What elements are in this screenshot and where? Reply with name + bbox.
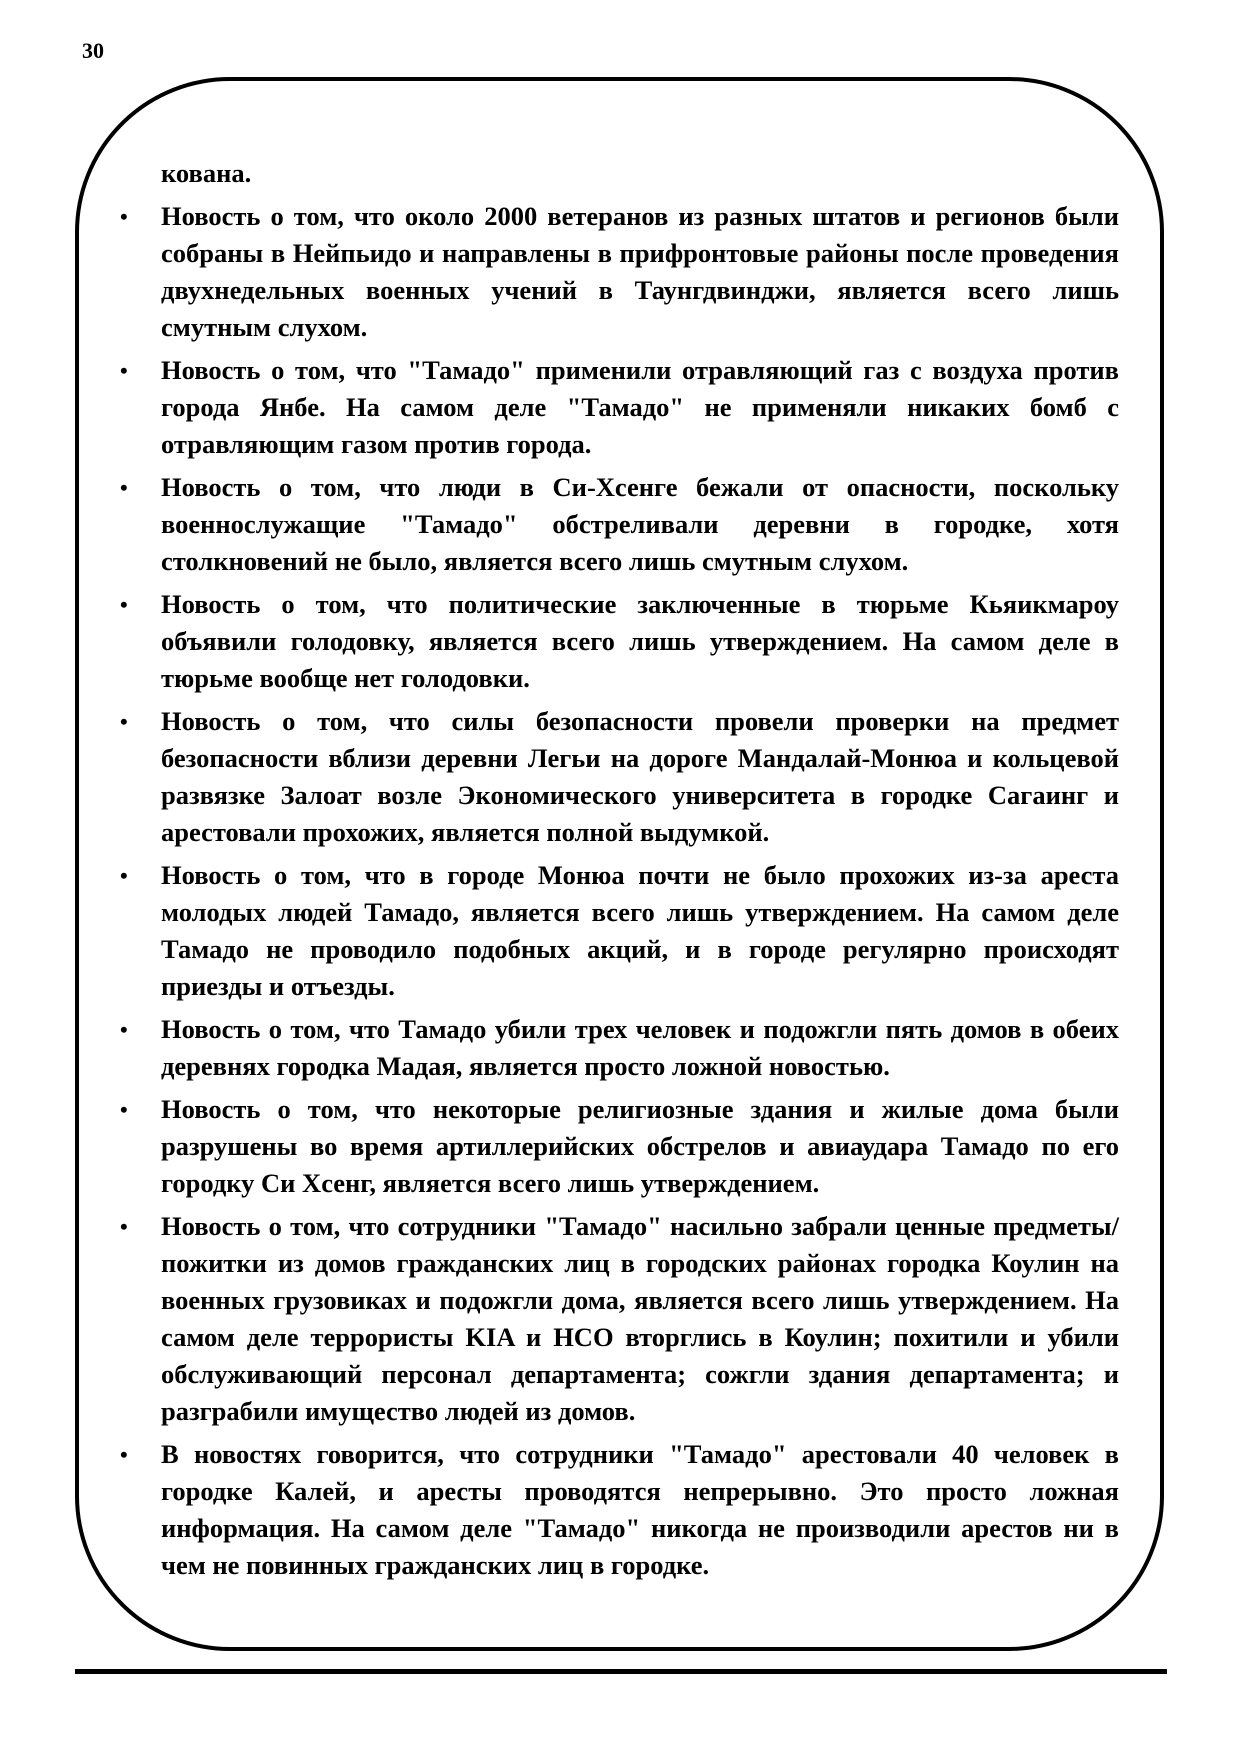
- list-item: [120, 857, 1119, 1005]
- list-item: [120, 469, 1119, 580]
- page-number: 30: [82, 38, 104, 63]
- list-item-text: В новостях говорится, что сотрудники "Тамадо" арестовали 40 человек в городке Калей, и аресты проводятся непрерывно. Это просто ложная информация. На самом деле "Тамадо" никогда не производили арестов ни в чем не повинных гражданских лиц в городке.: [161, 1439, 1119, 1580]
- list-item: [120, 1011, 1119, 1085]
- list-item-text: Новость о том, что сотрудники "Тамадо" насильно забрали ценные предметы/пожитки из домов гражданских лиц в городских районах городка Коулин на военных грузовиках и подожгли дома, является всего лишь утверждением. На самом деле террористы KIA и НСО вторглись в Коулин; похитили и убили обслуживающий персонал департамента; сожгли здания департамента; и разграбили имущество людей из домов.: [161, 1211, 1119, 1426]
- bullet-icon: •: [120, 475, 128, 500]
- bullet-icon: •: [120, 1214, 128, 1239]
- bottom-rule: [75, 1669, 1167, 1674]
- list-item: [120, 352, 1119, 463]
- list-item-text: Новость о том, что люди в Си-Хсенге бежали от опасности, поскольку военнослужащие "Тамадо" обстреливали деревни в городке, хотя столкновений не было, является всего лишь смутным слухом.: [161, 472, 1119, 576]
- bullet-icon: •: [120, 204, 128, 229]
- bullet-icon: •: [120, 1442, 128, 1467]
- continuation-text: кована.: [161, 158, 252, 188]
- list-item-text: Новость о том, что Тамадо убили трех человек и подожгли пять домов в обеих деревнях городка Мадая, является просто ложной новостью.: [161, 1014, 1119, 1081]
- bullet-icon: •: [120, 709, 128, 734]
- list-item: [120, 1208, 1119, 1430]
- list-item-text: Новость о том, что силы безопасности провели проверки на предмет безопасности вблизи деревни Легьи на дороге Мандалай-Монюа и кольцевой развязке Залоат возле Экономического университета в городке Сагаинг и арестовали прохожих, является полной выдумкой.: [161, 706, 1119, 847]
- bullet-icon: •: [120, 1097, 128, 1122]
- bullet-icon: •: [120, 1017, 128, 1042]
- list-item: [120, 1436, 1119, 1584]
- bullet-icon: •: [120, 358, 128, 383]
- list-item-text: Новость о том, что некоторые религиозные здания и жилые дома были разрушены во время артиллерийских обстрелов и авиаудара Тамадо по его городку Си Хсенг, является всего лишь утверждением.: [161, 1094, 1119, 1198]
- page-content: [120, 155, 1119, 1590]
- list-item-text: Новость о том, что политические заключенные в тюрьме Кьяикмароу объявили голодовку, является всего лишь утверждением. На самом деле в тюрьме вообще нет голодовки.: [161, 589, 1119, 693]
- bullet-icon: •: [120, 592, 128, 617]
- list-item: [120, 198, 1119, 346]
- news-list: [120, 198, 1119, 1584]
- list-item: [120, 703, 1119, 851]
- bullet-icon: •: [120, 863, 128, 888]
- list-item-text: Новость о том, что "Тамадо" применили отравляющий газ с воздуха против города Янбе. На самом деле "Тамадо" не применяли никаких бомб с отравляющим газом против города.: [161, 355, 1119, 459]
- list-item: [120, 1091, 1119, 1202]
- list-item-text: Новость о том, что около 2000 ветеранов из разных штатов и регионов были собраны в Нейпьидо и направлены в прифронтовые районы после проведения двухнедельных военных учений в Таунгдвинджи, является всего лишь смутным слухом.: [161, 201, 1119, 342]
- list-item: [120, 586, 1119, 697]
- list-item-text: Новость о том, что в городе Монюа почти не было прохожих из-за ареста молодых людей Тамадо, является всего лишь утверждением. На самом деле Тамадо не проводило подобных акций, и в городе регулярно происходят приезды и отъезды.: [161, 860, 1119, 1001]
